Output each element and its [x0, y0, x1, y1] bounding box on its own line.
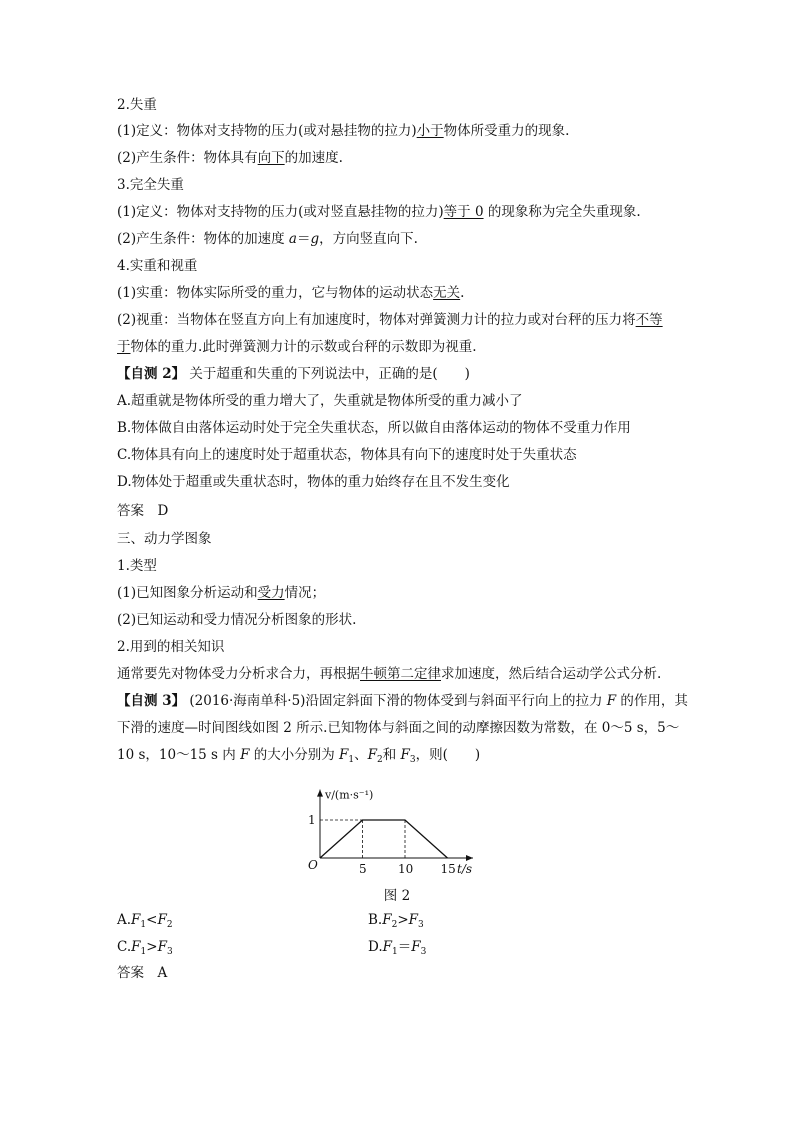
- x-axis-label: t/s: [457, 862, 473, 876]
- self-test-2-option-d: D.物体处于超重或失重状态时，物体的重力始终存在且不发生变化: [117, 474, 510, 490]
- apparent-weight-definition-line2: 于物体的重力.此时弹簧测力计的示数或台秤的示数即为视重.: [117, 339, 477, 355]
- self-test-3-options-row1: [117, 911, 637, 929]
- knowledge-text: 通常要先对物体受力分析求合力，再根据牛顿第二定律求加速度，然后结合运动学公式分析.: [117, 666, 662, 682]
- subsection-title-types: 1.类型: [117, 558, 157, 574]
- blank-answer: 不等: [635, 312, 663, 328]
- blank-answer: 等于 0: [443, 204, 484, 220]
- blank-answer: 无关: [433, 285, 461, 301]
- types-item-1: (1)已知图象分析运动和受力情况；: [117, 585, 326, 601]
- self-test-2-option-b: B.物体做自由落体运动时处于完全失重状态，所以做自由落体运动的物体不受重力作用: [117, 420, 631, 436]
- self-test-3-answer: 答案 A: [117, 965, 168, 981]
- apparent-weight-definition-line1: (2)视重：当物体在竖直方向上有加速度时，物体对弹簧测力计的拉力或对台秤的压力将不等: [117, 312, 663, 328]
- velocity-series-line: [320, 820, 448, 858]
- x-tick-label-10: 10: [398, 862, 414, 876]
- weightlessness-condition: (2)产生条件：物体具有向下的加速度.: [117, 150, 343, 166]
- self-test-3-option-c: $C.F_1>F_3$: [117, 939, 173, 957]
- figure-caption: 图 2: [383, 888, 411, 904]
- part-title-dynamics-graphs: 三、动力学图象: [117, 531, 212, 547]
- blank-answer: 于: [117, 339, 131, 355]
- self-test-tag: 【自测 2】: [117, 366, 186, 382]
- self-test-3-line1: 【自测 3】 (2016·海南单科·5)沿固定斜面下滑的物体受到与斜面平行向上的拉力 F 的作用，其: [117, 693, 688, 709]
- section-title-complete-weightlessness: 3.完全失重: [117, 177, 184, 193]
- weightlessness-definition: (1)定义：物体对支持物的压力(或对悬挂物的拉力)小于物体所受重力的现象.: [117, 123, 570, 139]
- self-test-3-options-row2: [117, 938, 637, 956]
- blank-answer: 小于: [416, 123, 444, 139]
- x-tick-label-5: 5: [359, 862, 367, 876]
- self-test-3-line3: 10 s，10～15 s 内 F 的大小分别为 $F_1$、$F_2$和 $F_3$，则( ): [117, 747, 481, 765]
- blank-answer: 牛顿第二定律: [360, 666, 441, 682]
- real-weight-definition: (1)实重：物体实际所受的重力，它与物体的运动状态无关.: [117, 285, 465, 301]
- blank-answer: 受力: [257, 585, 285, 601]
- x-tick-label-15: 15: [440, 862, 456, 876]
- complete-weightlessness-condition: (2)产生条件：物体的加速度 a＝g，方向竖直向下.: [117, 231, 418, 247]
- blank-answer: 向下: [257, 150, 285, 166]
- self-test-2-answer: 答案 D: [117, 503, 169, 519]
- self-test-tag: 【自测 3】: [117, 693, 186, 709]
- question-source: (2016·海南单科·5): [185, 693, 306, 709]
- subsection-title-knowledge: 2.用到的相关知识: [117, 639, 225, 655]
- section-title-real-apparent-weight: 4.实重和视重: [117, 258, 198, 274]
- self-test-2-option-c: C.物体具有向上的速度时处于超重状态，物体具有向下的速度时处于失重状态: [117, 447, 577, 463]
- y-axis-label: v/(m·s⁻¹): [325, 788, 374, 802]
- complete-weightlessness-definition: (1)定义：物体对支持物的压力(或对竖直悬挂物的拉力)等于 0 的现象称为完全失重现象.: [117, 204, 641, 220]
- y-axis-arrow: [317, 790, 323, 797]
- self-test-2-question: 【自测 2】 关于超重和失重的下列说法中，正确的是( ): [117, 366, 470, 382]
- self-test-3-option-b: $B.F_2>F_3$: [368, 912, 424, 930]
- origin-label: O: [308, 858, 318, 872]
- self-test-3-option-d: $D.F_1=F_3$: [368, 939, 427, 957]
- y-tick-label-1: 1: [308, 813, 316, 827]
- types-item-2: (2)已知运动和受力情况分析图象的形状.: [117, 612, 357, 628]
- x-axis-arrow: [466, 855, 473, 861]
- velocity-time-graph: [290, 770, 500, 880]
- section-title-weightlessness: 2.失重: [117, 97, 157, 113]
- self-test-3-option-a: $A.F_1<F_2$: [117, 912, 173, 930]
- self-test-3-line2: 下滑的速度—时间图线如图 2 所示.已知物体与斜面之间的动摩擦因数为常数，在 0～5 s，5～: [117, 720, 680, 736]
- self-test-2-option-a: A.超重就是物体所受的重力增大了，失重就是物体所受的重力减小了: [117, 393, 523, 409]
